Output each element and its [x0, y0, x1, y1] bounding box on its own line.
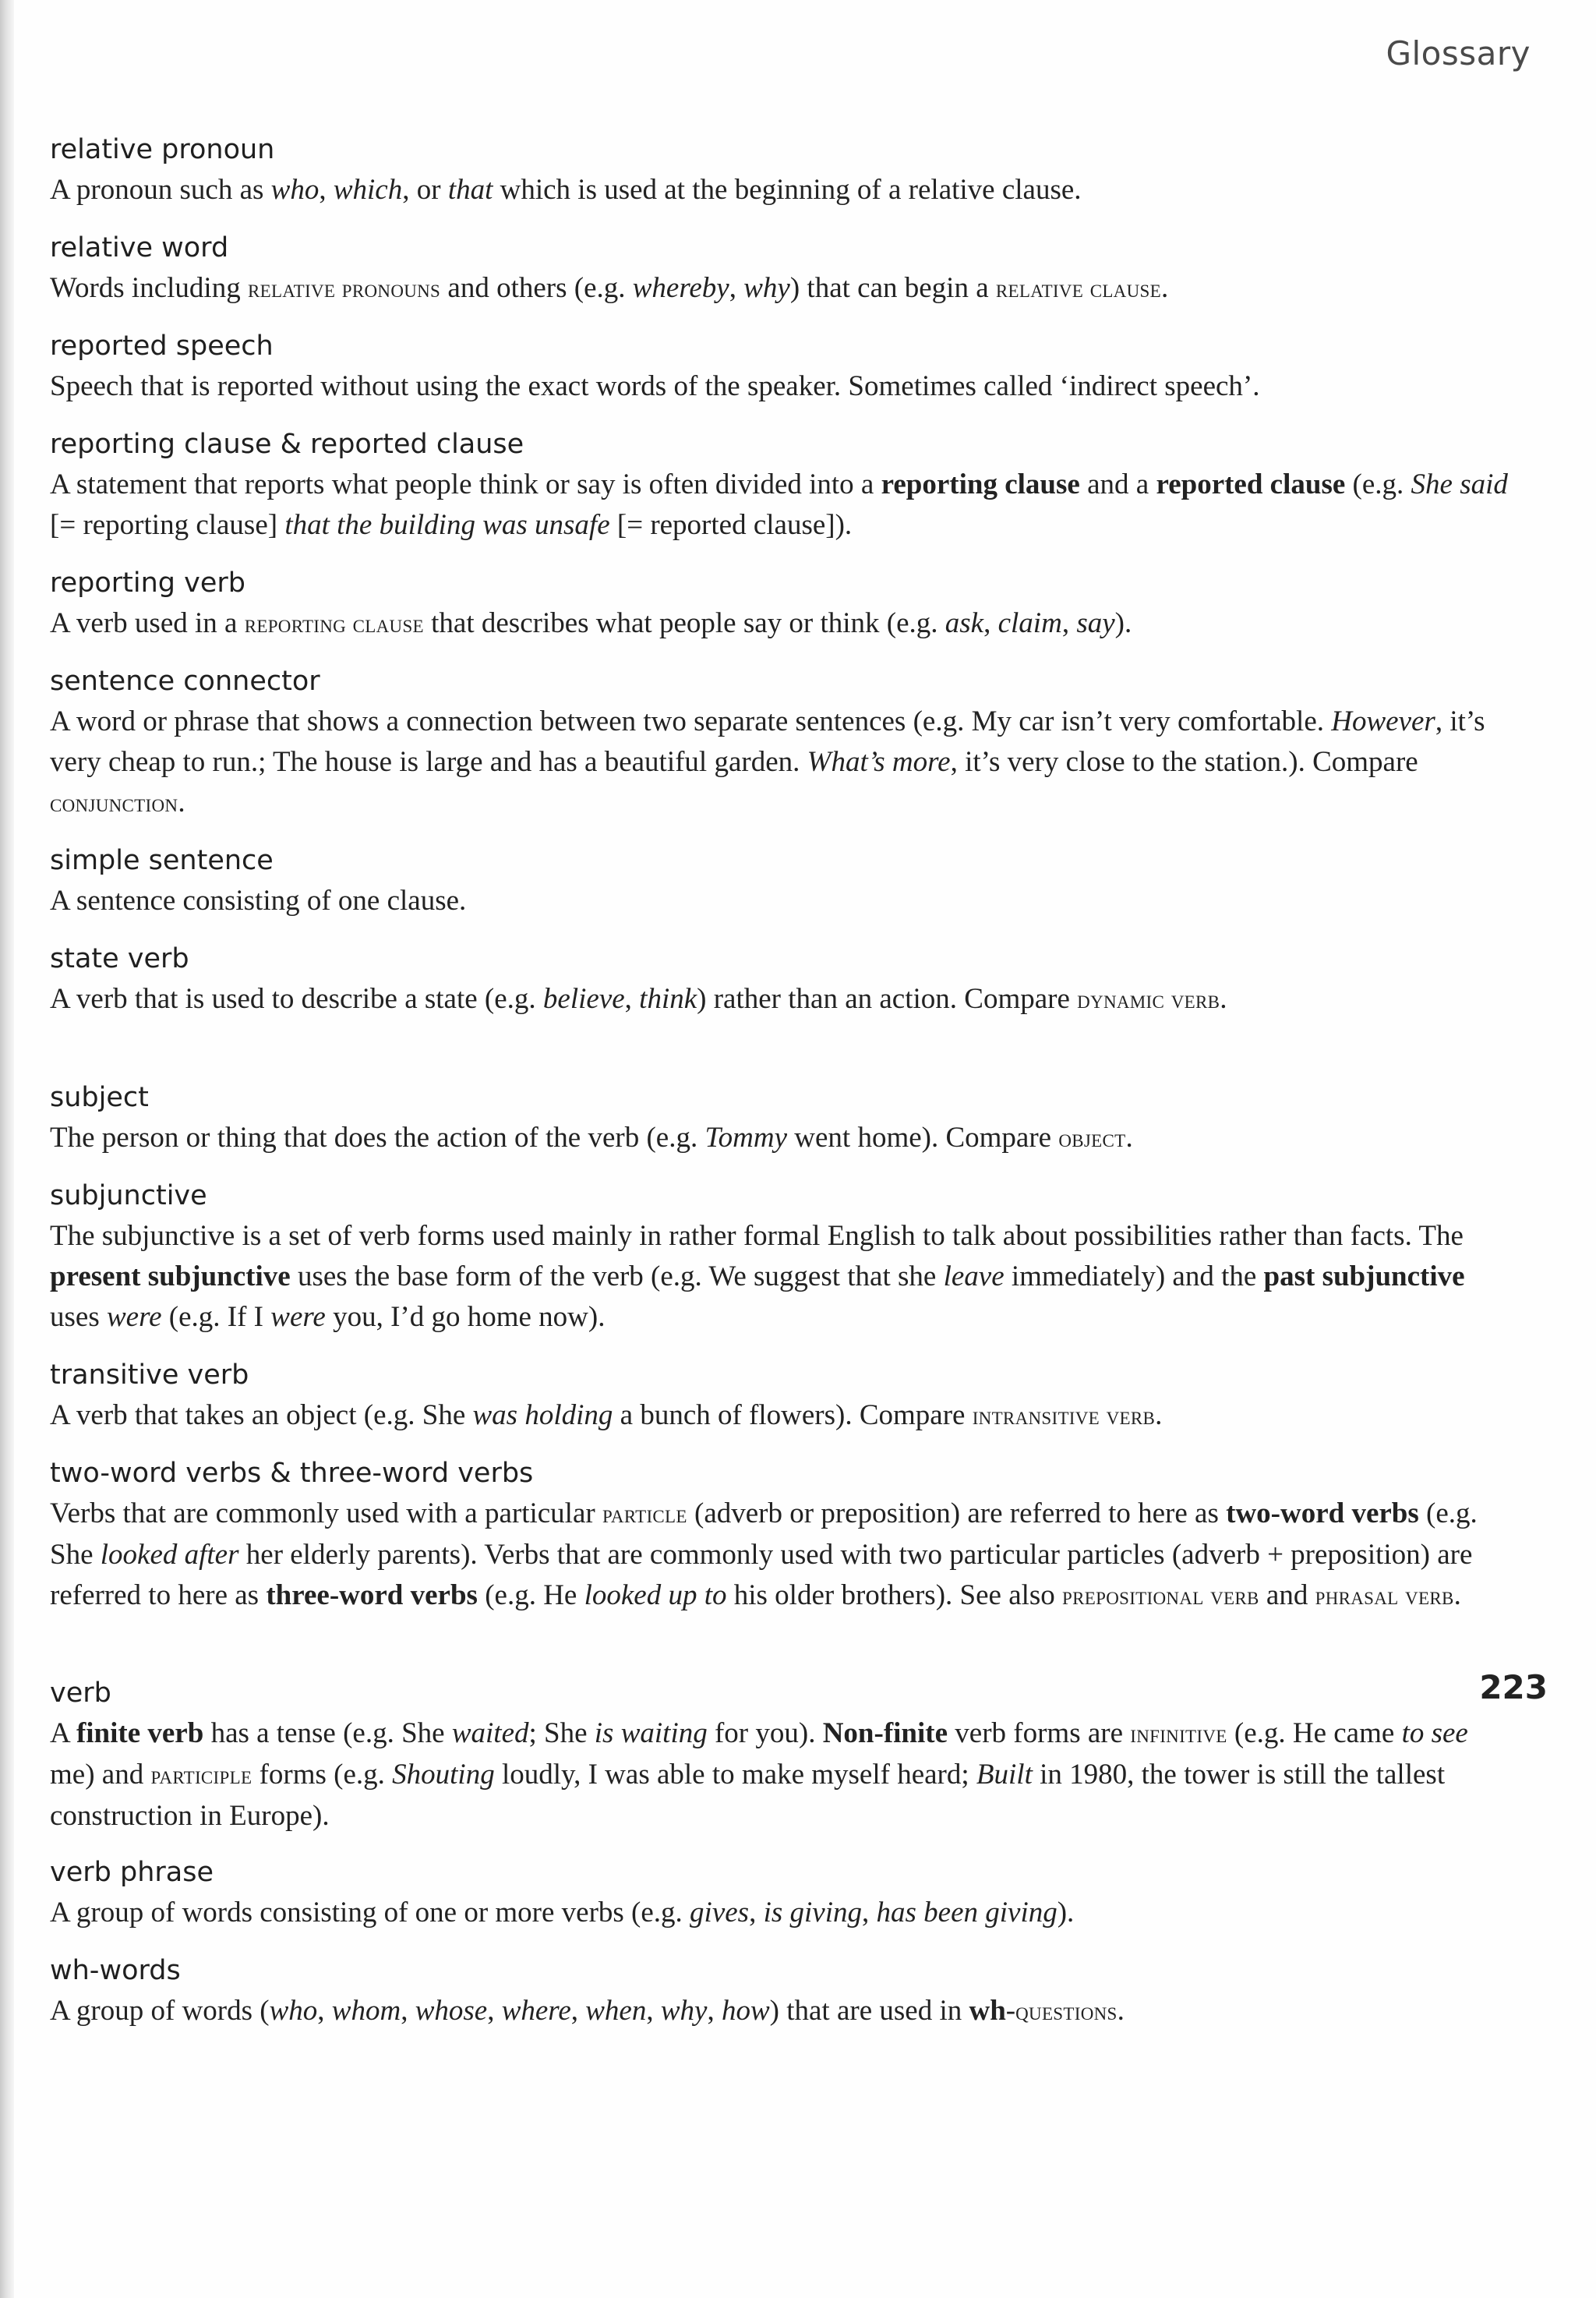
glossary-entry: [50, 231, 1515, 329]
entry-definition: The person or thing that does the action of the verb (e.g. Tommy went home). Compare object.: [50, 1122, 1133, 1154]
entry-term: relative pronoun: [50, 134, 275, 165]
entry-term: reporting verb: [50, 567, 245, 599]
entry-term: transitive verb: [50, 1359, 249, 1391]
entry-definition: Words including relative pronouns and others (e.g. whereby, why) that can begin a relative clause.: [50, 272, 1169, 304]
entry-definition: A finite verb has a tense (e.g. She waited; She is waiting for you). Non-finite verb forms are infinitive (e.g. He came to see me) and participle forms (e.g. Shouting loudly, I was able to make myself heard; Built in 1980, the tower is still the tallest construction in Europe).: [50, 1717, 1468, 1832]
entry-definition: A statement that reports what people think or say is often divided into a reporting clause and a reported clause (e.g. She said [= reporting clause] that the building was unsafe [= reported clause]).: [50, 468, 1508, 541]
entry-definition: A sentence consisting of one clause.: [50, 885, 467, 917]
entry-definition: Speech that is reported without using the exact words of the speaker. Sometimes called ‘indirect speech’.: [50, 370, 1260, 402]
glossary-entry: [50, 427, 1515, 566]
entry-definition: A pronoun such as who, which, or that which is used at the beginning of a relative clause.: [50, 174, 1082, 206]
entry-definition: A group of words consisting of one or more verbs (e.g. gives, is giving, has been giving).: [50, 1897, 1075, 1929]
entry-term: subjunctive: [50, 1180, 207, 1211]
glossary-entry: [50, 1676, 1515, 1855]
entry-term: sentence connector: [50, 666, 320, 697]
glossary-entry: [50, 1080, 1515, 1179]
entry-term: subject: [50, 1082, 149, 1113]
entry-definition: The subjunctive is a set of verb forms used mainly in rather formal English to talk about possibilities rather than facts. The present subjunctive uses the base form of the verb (e.g. We suggest that she leave immediately) and the past subjunctive uses were (e.g. If I were you, I’d go home now).: [50, 1220, 1465, 1333]
glossary-entry: [50, 942, 1515, 1080]
entry-term: simple sentence: [50, 845, 274, 876]
entry-term: state verb: [50, 943, 189, 974]
glossary-entry: [50, 566, 1515, 664]
entry-term: reporting clause & reported clause: [50, 429, 524, 460]
glossary-entry: [50, 133, 1515, 231]
glossary-entry: [50, 843, 1515, 942]
glossary-entry: [50, 1358, 1515, 1456]
entry-definition: A word or phrase that shows a connection between two separate sentences (e.g. My car isn’t very comfortable. However, it’s very cheap to run.; The house is large and has a beautiful garden. What’s more, it’s very close to the station.). Compare conjunction.: [50, 705, 1485, 818]
glossary-entry: [50, 329, 1515, 427]
entry-term: two-word verbs & three-word verbs: [50, 1458, 534, 1489]
running-head: Glossary: [1386, 34, 1531, 72]
entry-definition: A verb used in a reporting clause that describes what people say or think (e.g. ask, claim, say).: [50, 607, 1132, 639]
glossary-entry: [50, 1953, 1515, 2052]
glossary-entry: [50, 1456, 1515, 1676]
entry-definition: A verb that is used to describe a state (e.g. believe, think) rather than an action. Compare dynamic verb.: [50, 983, 1227, 1015]
entry-definition: Verbs that are commonly used with a particular particle (adverb or preposition) are referred to here as two-word verbs (e.g. She looked after her elderly parents). Verbs that are commonly used with two particular particles (adverb + preposition) are referred to here as three-word verbs (e.g. He looked up to his older brothers). See also prepositional verb and phrasal verb.: [50, 1497, 1478, 1611]
page-binding-edge: [0, 0, 14, 2298]
glossary-entries: [50, 133, 1515, 2052]
entry-term: wh-words: [50, 1955, 181, 1986]
entry-definition: A verb that takes an object (e.g. She was holding a bunch of flowers). Compare intransitive verb.: [50, 1399, 1163, 1431]
entry-term: reported speech: [50, 331, 274, 362]
glossary-entry: [50, 1179, 1515, 1358]
entry-term: verb phrase: [50, 1857, 214, 1888]
entry-term: relative word: [50, 232, 229, 263]
glossary-entry: [50, 1855, 1515, 1953]
page-number: 223: [1479, 1668, 1548, 1706]
entry-definition: A group of words (who, whom, whose, where, when, why, how) that are used in wh-questions.: [50, 1995, 1125, 2027]
entry-term: verb: [50, 1678, 111, 1709]
glossary-entry: [50, 664, 1515, 843]
